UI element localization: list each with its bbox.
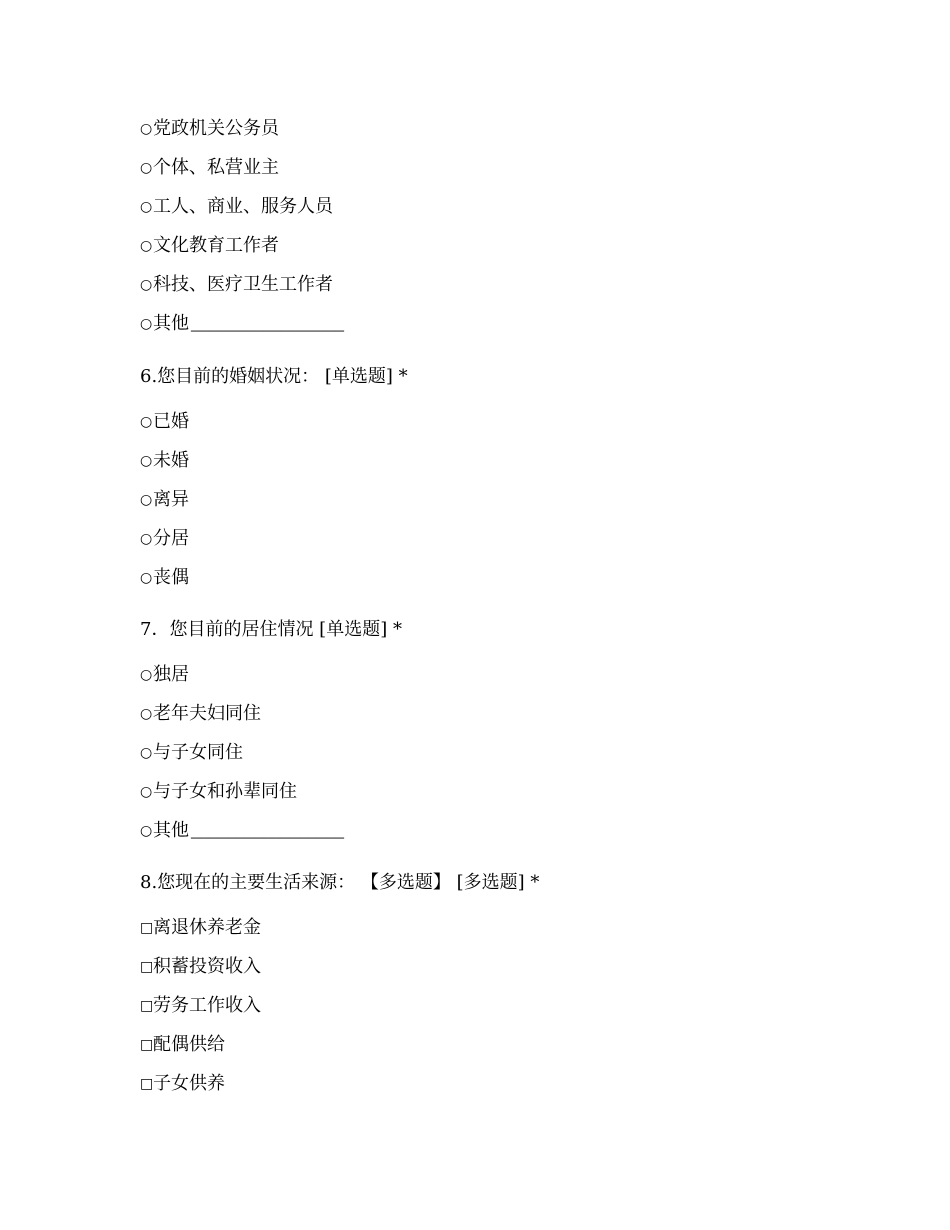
- radio-circle-icon: ○: [140, 666, 153, 683]
- question-8: [140, 868, 539, 1103]
- radio-option-civil-servant[interactable]: [140, 109, 344, 148]
- option-label: 子女供养: [153, 1073, 225, 1094]
- checkbox-option-savings-investment[interactable]: [140, 947, 539, 986]
- radio-option-with-children-grandchildren[interactable]: [140, 772, 402, 811]
- option-label: 科技、医疗卫生工作者: [153, 274, 333, 295]
- option-label: 其他: [153, 820, 189, 841]
- checkbox-square-icon: □: [140, 958, 154, 975]
- option-label: 老年夫妇同住: [153, 703, 261, 724]
- question-title: 7．您目前的居住情况 [单选题] *: [140, 619, 402, 640]
- radio-circle-icon: ○: [140, 237, 153, 254]
- radio-circle-icon: ○: [140, 744, 153, 761]
- checkbox-square-icon: □: [140, 1075, 154, 1092]
- option-label: 分居: [153, 528, 189, 549]
- radio-option-education[interactable]: [140, 226, 344, 265]
- radio-circle-icon: ○: [140, 159, 153, 176]
- radio-circle-icon: ○: [140, 569, 153, 586]
- other-fill-blank[interactable]: _________________: [191, 820, 344, 840]
- radio-option-separated[interactable]: [140, 519, 408, 558]
- other-fill-blank[interactable]: _________________: [191, 313, 344, 333]
- radio-circle-icon: ○: [140, 315, 153, 332]
- radio-option-with-children[interactable]: [140, 733, 402, 772]
- radio-circle-icon: ○: [140, 452, 153, 469]
- option-label: 与子女和孙辈同住: [153, 781, 297, 802]
- radio-circle-icon: ○: [140, 413, 153, 430]
- radio-option-unmarried[interactable]: [140, 441, 408, 480]
- radio-option-widowed[interactable]: [140, 558, 408, 597]
- question-7: [140, 615, 402, 850]
- radio-option-worker-service[interactable]: [140, 187, 344, 226]
- radio-circle-icon: ○: [140, 822, 153, 839]
- radio-option-other[interactable]: [140, 304, 344, 343]
- radio-circle-icon: ○: [140, 198, 153, 215]
- option-label: 离退休养老金: [153, 917, 261, 938]
- checkbox-option-children-support[interactable]: [140, 1064, 539, 1103]
- radio-option-divorced[interactable]: [140, 480, 408, 519]
- checkbox-option-spouse-support[interactable]: [140, 1025, 539, 1064]
- radio-circle-icon: ○: [140, 276, 153, 293]
- radio-option-private-business[interactable]: [140, 148, 344, 187]
- option-label: 与子女同住: [153, 742, 243, 763]
- option-label: 个体、私营业主: [153, 157, 279, 178]
- radio-option-science-medical[interactable]: [140, 265, 344, 304]
- checkbox-square-icon: □: [140, 1036, 154, 1053]
- option-label: 丧偶: [153, 567, 189, 588]
- radio-circle-icon: ○: [140, 491, 153, 508]
- option-label: 未婚: [153, 450, 189, 471]
- option-label: 文化教育工作者: [153, 235, 279, 256]
- occupation-options: [140, 109, 344, 343]
- option-label: 其他: [153, 313, 189, 334]
- question-title: 8.您现在的主要生活来源： 【多选题】 [多选题] *: [140, 872, 540, 893]
- option-label: 配偶供给: [153, 1034, 225, 1055]
- checkbox-square-icon: □: [140, 919, 154, 936]
- radio-option-other[interactable]: [140, 811, 402, 850]
- option-label: 劳务工作收入: [153, 995, 261, 1016]
- radio-option-elderly-couple[interactable]: [140, 694, 402, 733]
- option-label: 已婚: [153, 411, 189, 432]
- radio-circle-icon: ○: [140, 530, 153, 547]
- question-title: 6.您目前的婚姻状况： [单选题] *: [140, 366, 408, 387]
- checkbox-option-labor-income[interactable]: [140, 986, 539, 1025]
- radio-circle-icon: ○: [140, 705, 153, 722]
- radio-circle-icon: ○: [140, 783, 153, 800]
- radio-circle-icon: ○: [140, 120, 153, 137]
- option-label: 积蓄投资收入: [153, 956, 261, 977]
- checkbox-square-icon: □: [140, 997, 154, 1014]
- checkbox-option-pension[interactable]: [140, 908, 539, 947]
- radio-option-married[interactable]: [140, 402, 408, 441]
- option-label: 工人、商业、服务人员: [153, 196, 333, 217]
- question-6: [140, 362, 408, 597]
- option-label: 离异: [153, 489, 189, 510]
- option-label: 党政机关公务员: [153, 118, 279, 139]
- option-label: 独居: [153, 664, 189, 685]
- radio-option-live-alone[interactable]: [140, 655, 402, 694]
